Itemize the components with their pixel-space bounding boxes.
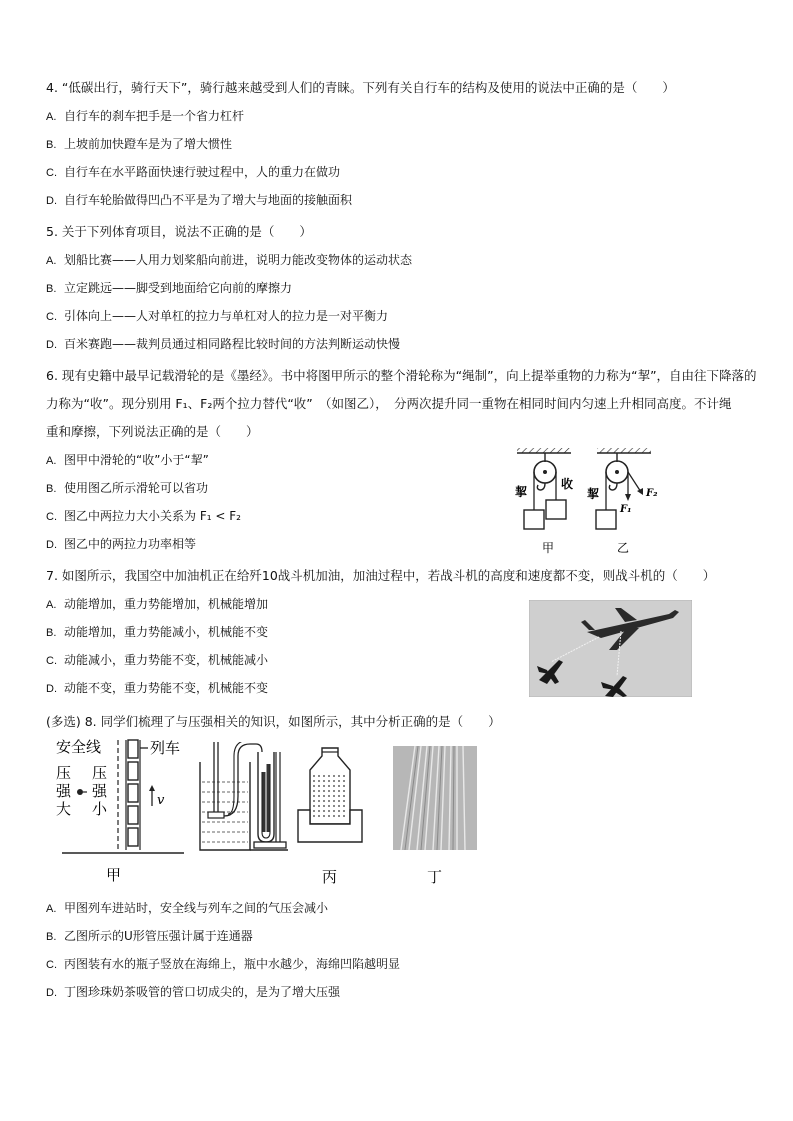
water-dot — [328, 775, 330, 777]
water-dot — [313, 795, 315, 797]
q5-option-b: B. 立定跳远——脚受到地面给它向前的摩擦力 — [46, 281, 293, 295]
water-dot — [323, 780, 325, 782]
q7-option-c: C. 动能减小，重力势能不变，机械能减小 — [46, 653, 269, 667]
water-dot — [338, 785, 340, 787]
water-dot — [313, 785, 315, 787]
water-dot — [323, 785, 325, 787]
q7-stem: 7. 如图所示，我国空中加油机正在给歼10战斗机加油，加油过程中，若战斗机的高度和速度都不变，则战斗机的（ ） — [46, 568, 716, 583]
q4-option-a: A. 自行车的刹车把手是一个省力杠杆 — [46, 109, 245, 123]
water-dot — [343, 810, 345, 812]
water-dot — [323, 805, 325, 807]
water-dot — [323, 810, 325, 812]
caption-jia: 甲 — [106, 866, 122, 884]
water-dot — [333, 780, 335, 782]
q6-option-d: D. 图乙中的两拉力功率相等 — [46, 537, 197, 551]
straw-photo — [393, 746, 477, 886]
water-dot — [343, 795, 345, 797]
q6-stem-line1: 6. 现有史籍中最早记载滑轮的是《墨经》。书中将图甲所示的整个滑轮称为“绳制”，向上提举重物的力称为“挈”，自由往下降落的 — [46, 368, 757, 383]
q4-stem: 4. “低碳出行，骑行天下”，骑行越来越受到人们的青睐。下列有关自行车的结构及使用的说法中正确的是（ ） — [46, 80, 675, 95]
water-dot — [333, 775, 335, 777]
water-dot — [338, 810, 340, 812]
q5-stem: 5. 关于下列体育项目，说法不正确的是（ ） — [46, 224, 312, 239]
q8-option-b: B. 乙图所示的U形管压强计属于连通器 — [46, 929, 253, 943]
water-dot — [313, 775, 315, 777]
water-dot — [318, 805, 320, 807]
refueling-photo — [529, 600, 692, 697]
water-dot — [338, 795, 340, 797]
q8-option-d: D. 丁图珍珠奶茶吸管的管口切成尖的，是为了增大压强 — [46, 985, 341, 999]
label-pressure-big-3: 大 — [56, 800, 72, 818]
q7-option-b: B. 动能增加，重力势能减小，机械能不变 — [46, 625, 269, 639]
label-qie-yi: 挈 — [587, 487, 600, 501]
label-pressure-big-1: 压 — [56, 764, 72, 782]
water-dot — [323, 800, 325, 802]
water-dot — [333, 815, 335, 817]
water-dot — [333, 800, 335, 802]
water-dot — [318, 790, 320, 792]
label-train: 列车 — [150, 739, 181, 757]
q6-pulley-figure — [505, 448, 685, 560]
q6-option-b: B. 使用图乙所示滑轮可以省功 — [46, 481, 209, 495]
q6-option-a: A. 图甲中滑轮的“收”小于“挈” — [46, 453, 209, 467]
water-dot — [318, 795, 320, 797]
water-dot — [318, 810, 320, 812]
q6-stem-line3: 重和摩擦，下列说法正确的是（ ） — [46, 424, 259, 439]
label-pressure-small-2: 强 — [92, 782, 108, 800]
water-dot — [313, 810, 315, 812]
water-dot — [338, 805, 340, 807]
label-qie-jia: 挈 — [515, 485, 528, 499]
caption-jia: 甲 — [542, 541, 555, 555]
water-dot — [343, 775, 345, 777]
water-dot — [328, 800, 330, 802]
water-dot — [343, 785, 345, 787]
water-dot — [333, 790, 335, 792]
label-safety-line: 安全线 — [56, 738, 102, 756]
water-dot — [313, 790, 315, 792]
water-dot — [313, 800, 315, 802]
water-dot — [318, 815, 320, 817]
q4-option-d: D. 自行车轮胎做得凹凸不平是为了增大与地面的接触面积 — [46, 193, 353, 207]
label-shou: 收 — [561, 477, 574, 491]
water-dot — [338, 790, 340, 792]
q5-option-c: C. 引体向上——人对单杠的拉力与单杠对人的拉力是一对平衡力 — [46, 309, 389, 323]
water-dot — [338, 815, 340, 817]
water-dot — [343, 780, 345, 782]
person-dot — [77, 789, 83, 795]
caption-ding: 丁 — [427, 868, 443, 886]
q5-option-d: D. 百米赛跑——裁判员通过相同路程比较时间的方法判断运动快慢 — [46, 337, 401, 351]
water-dot — [333, 810, 335, 812]
water-dot — [343, 815, 345, 817]
water-dot — [328, 810, 330, 812]
water-dot — [343, 800, 345, 802]
water-dot — [323, 790, 325, 792]
water-dot — [338, 775, 340, 777]
q6-option-c: C. 图乙中两拉力大小关系为 F₁ < F₂ — [46, 509, 241, 523]
water-dot — [328, 815, 330, 817]
pulley-yi — [596, 448, 651, 529]
water-dot — [328, 780, 330, 782]
water-dot — [333, 805, 335, 807]
water-dot — [343, 805, 345, 807]
water-dot — [323, 815, 325, 817]
label-pressure-small-1: 压 — [92, 764, 108, 782]
caption-bing: 丙 — [322, 868, 338, 886]
water-dot — [318, 800, 320, 802]
water-dot — [338, 800, 340, 802]
label-pressure-small-3: 小 — [92, 800, 108, 818]
q8-option-a: A. 甲图列车进站时，安全线与列车之间的气压会减小 — [46, 901, 329, 915]
water-dot — [323, 775, 325, 777]
water-dot — [318, 775, 320, 777]
q5-option-a: A. 划船比赛——人用力划桨船向前进，说明力能改变物体的运动状态 — [46, 253, 413, 267]
caption-yi: 乙 — [617, 541, 630, 555]
label-f2: F₂ — [646, 488, 658, 499]
water-dot — [338, 780, 340, 782]
water-dot — [318, 780, 320, 782]
q7-option-a: A. 动能增加，重力势能增加，机械能增加 — [46, 597, 269, 611]
q4-option-c: C. 自行车在水平路面快速行驶过程中，人的重力在做功 — [46, 165, 341, 179]
label-pressure-big-2: 强 — [56, 782, 72, 800]
water-dot — [328, 795, 330, 797]
q8-option-c: C. 丙图装有水的瓶子竖放在海绵上，瓶中水越少，海绵凹陷越明显 — [46, 957, 401, 971]
train-cars — [128, 740, 138, 846]
water-dot — [318, 785, 320, 787]
manometer-figure — [198, 742, 290, 854]
water-dot — [328, 785, 330, 787]
water-dot — [328, 805, 330, 807]
water-dot — [323, 795, 325, 797]
water-dot — [328, 790, 330, 792]
water-dot — [333, 785, 335, 787]
water-dot — [333, 795, 335, 797]
water-dot — [313, 805, 315, 807]
water-dot — [313, 780, 315, 782]
q4-option-b: B. 上坡前加快蹬车是为了增大惯性 — [46, 137, 233, 151]
water-dot — [313, 815, 315, 817]
water-dot — [343, 790, 345, 792]
label-f1: F₁ — [620, 504, 632, 515]
q7-option-d: D. 动能不变，重力势能不变，机械能不变 — [46, 681, 269, 695]
label-velocity: v — [157, 793, 165, 808]
bottle-sponge-figure — [294, 746, 366, 886]
q6-stem-line2: 力称为“收”。现分别用 F₁、F₂两个拉力替代“收” （如图乙）， 分两次提升同一重物在相同时间内匀速上升相同高度。不计绳 — [46, 396, 732, 411]
q8-stem: (多选) 8. 同学们梳理了与压强相关的知识，如图所示，其中分析正确的是（ ） — [46, 714, 501, 729]
train-station-figure — [56, 736, 188, 884]
